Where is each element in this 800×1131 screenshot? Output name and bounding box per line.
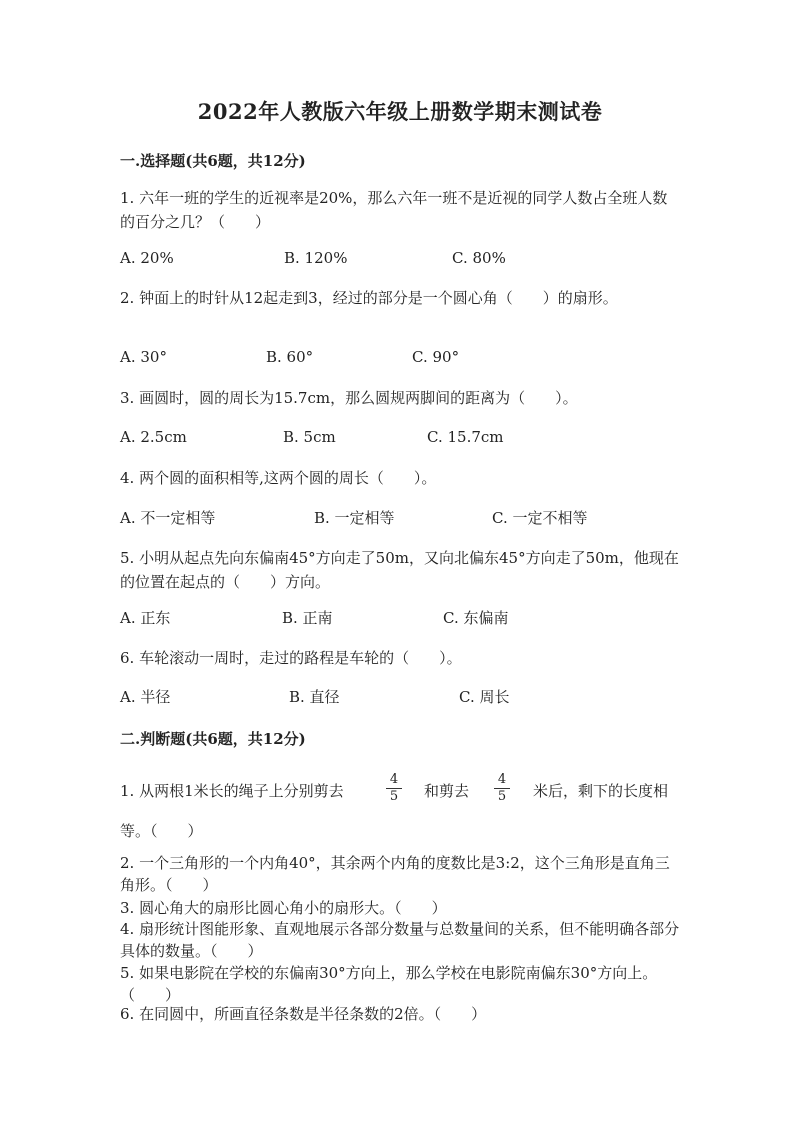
choice-question-2: 2. 钟面上的时针从12起走到3，经过的部分是一个圆心角（ ）的扇形。 bbox=[120, 289, 618, 307]
choice-q2-option-b: B. 60° bbox=[266, 348, 314, 366]
choice-q2-option-c: C. 90° bbox=[412, 348, 460, 366]
judge-question-6: 6. 在同圆中，所画直径条数是半径条数的2倍。（ ） bbox=[120, 1005, 487, 1023]
page-title: 2022年人教版六年级上册数学期末测试卷 bbox=[197, 99, 603, 124]
choice-q3-option-c: C. 15.7cm bbox=[427, 428, 504, 446]
choice-q1-option-a: A. 20% bbox=[120, 249, 174, 267]
judge-q1-part1: 1. 从两根1米长的绳子上分别剪去 bbox=[120, 782, 344, 800]
choice-q4-option-c: C. 一定不相等 bbox=[492, 509, 588, 527]
choice-q2-option-a: A. 30° bbox=[120, 348, 167, 366]
fraction-four-fifths-1 bbox=[386, 773, 402, 804]
choice-q5-option-c: C. 东偏南 bbox=[443, 609, 509, 627]
section-heading-judgement: 二.判断题(共6题，共12分) bbox=[120, 730, 306, 748]
choice-question-3: 3. 画圆时，圆的周长为15.7cm，那么圆规两脚间的距离为（ ）。 bbox=[120, 389, 578, 407]
fraction-1-numerator: 4 bbox=[389, 772, 399, 787]
fraction-four-fifths-2 bbox=[494, 773, 510, 804]
choice-question-5: 5. 小明从起点先向东偏南45°方向走了50m，又向北偏东45°方向走了50m，他现在的位置在起点的（ ）方向。 bbox=[120, 549, 679, 591]
choice-q3-option-b: B. 5cm bbox=[283, 428, 336, 446]
choice-q6-option-a: A. 半径 bbox=[120, 688, 171, 706]
choice-q6-option-c: C. 周长 bbox=[459, 688, 510, 706]
choice-question-6: 6. 车轮滚动一周时，走过的路程是车轮的（ ）。 bbox=[120, 649, 462, 667]
choice-q4-option-b: B. 一定相等 bbox=[314, 509, 395, 527]
choice-q1-option-b: B. 120% bbox=[284, 249, 348, 267]
choice-q1-option-c: C. 80% bbox=[452, 249, 506, 267]
judge-q1-part4: 等。（ ） bbox=[120, 822, 203, 840]
choice-question-1: 1. 六年一班的学生的近视率是20%，那么六年一班不是近视的同学人数占全班人数的百分之几？（ ） bbox=[120, 189, 668, 231]
judge-q1-part3: 米后，剩下的长度相 bbox=[533, 782, 669, 800]
fraction-1-denominator: 5 bbox=[389, 789, 399, 804]
judge-question-3: 3. 圆心角大的扇形比圆心角小的扇形大。（ ） bbox=[120, 899, 447, 917]
fraction-2-numerator: 4 bbox=[497, 772, 507, 787]
choice-q3-option-a: A. 2.5cm bbox=[120, 428, 187, 446]
choice-q6-option-b: B. 直径 bbox=[289, 688, 340, 706]
choice-question-4: 4. 两个圆的面积相等,这两个圆的周长（ ）。 bbox=[120, 469, 437, 487]
judge-question-4: 4. 扇形统计图能形象、直观地展示各部分数量与总数量间的关系，但不能明确各部分具体的数量。（ ） bbox=[120, 920, 680, 960]
judge-q1-part2: 和剪去 bbox=[424, 782, 470, 800]
choice-q5-option-b: B. 正南 bbox=[282, 609, 333, 627]
judge-question-2: 2. 一个三角形的一个内角40°，其余两个内角的度数比是3:2，这个三角形是直角三角形。（ ） bbox=[120, 854, 670, 894]
choice-q5-option-a: A. 正东 bbox=[120, 609, 171, 627]
fraction-2-denominator: 5 bbox=[497, 789, 507, 804]
judge-question-5: 5. 如果电影院在学校的东偏南30°方向上，那么学校在电影院南偏东30°方向上。（ ） bbox=[120, 964, 658, 1004]
section-heading-choice: 一.选择题(共6题，共12分) bbox=[120, 152, 306, 170]
choice-q4-option-a: A. 不一定相等 bbox=[120, 509, 216, 527]
